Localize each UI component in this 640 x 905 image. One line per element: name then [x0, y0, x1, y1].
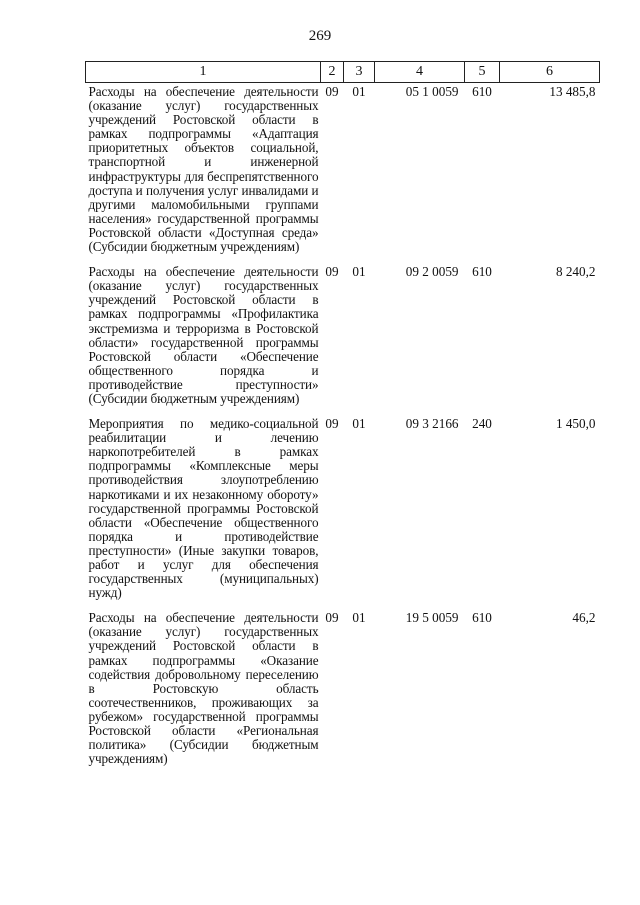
row-subsection: 01	[352, 264, 366, 280]
row-description: Расходы на обеспечение деятельности (оказание услуг) государственных учреждений Ростовской области в рамках подпрограммы «Оказание содействия добровольному переселению в Ростовскую область соотечественников, проживающих за рубежом» государственной программы Ростовской области «Региональная политика» (Субсидии бюджетным учреждениям)	[88, 610, 319, 767]
header-col-2: 2	[321, 62, 344, 83]
row-section: 09	[325, 610, 339, 626]
row-target-article: 05 1 0059	[405, 84, 459, 99]
table-row	[86, 83, 600, 266]
table-body	[86, 83, 600, 778]
row-section: 09	[325, 264, 339, 280]
header-col-1: 1	[86, 62, 321, 83]
header-col-4: 4	[375, 62, 465, 83]
row-expense-type: 610	[472, 610, 492, 626]
row-amount: 8 240,2	[555, 264, 596, 280]
row-target-article: 19 5 0059	[405, 610, 459, 626]
row-expense-type: 240	[472, 416, 492, 432]
table-row	[86, 417, 600, 611]
row-description: Мероприятия по медико-социальной реабилитации и лечению наркопотребителей в рамках подпрограммы «Комплексные меры противодействия злоупотреблению наркотиками и их незаконному обороту» государственной программы Ростовской области «Обеспечение общественного порядка и противодействие преступности» (Иные закупки товаров, работ и услуг для обеспечения государственных (муниципальных) нужд)	[88, 416, 319, 601]
row-target-article: 09 2 0059	[405, 264, 459, 280]
row-subsection: 01	[352, 416, 366, 432]
page-number: 269	[308, 28, 332, 44]
table-row	[86, 611, 600, 777]
row-expense-type: 610	[472, 84, 492, 99]
row-amount: 1 450,0	[555, 416, 596, 432]
header-col-5: 5	[465, 62, 500, 83]
row-description: Расходы на обеспечение деятельности (оказание услуг) государственных учреждений Ростовской области в рамках подпрограммы «Адаптация приоритетных объектов социальной, транспортной и инженерной инфраструктуры для беспрепятственного доступа и получения услуг инвалидами и другими маломобильными группами населения» государственной программы Ростовской области «Доступная среда» (Субсидии бюджетным учреждениям)	[88, 84, 319, 255]
budget-table	[85, 61, 600, 777]
table-header	[86, 62, 600, 83]
row-expense-type: 610	[472, 264, 492, 280]
header-col-6: 6	[500, 62, 600, 83]
row-target-article: 09 3 2166	[405, 416, 459, 432]
row-subsection: 01	[352, 610, 366, 626]
header-row	[86, 62, 600, 83]
row-section: 09	[325, 416, 339, 432]
row-amount: 13 485,8	[549, 84, 596, 99]
row-subsection: 01	[352, 84, 366, 99]
header-col-3: 3	[344, 62, 375, 83]
row-amount: 46,2	[572, 610, 596, 626]
row-section: 09	[325, 84, 339, 99]
table-row	[86, 265, 600, 417]
row-description: Расходы на обеспечение деятельности (оказание услуг) государственных учреждений Ростовской области в рамках подпрограммы «Профилактика экстремизма и терроризма в Ростовской области» государственной программы Ростовской области «Обеспечение общественного порядка и противодействие преступности» (Субсидии бюджетным учреждениям)	[88, 264, 319, 406]
